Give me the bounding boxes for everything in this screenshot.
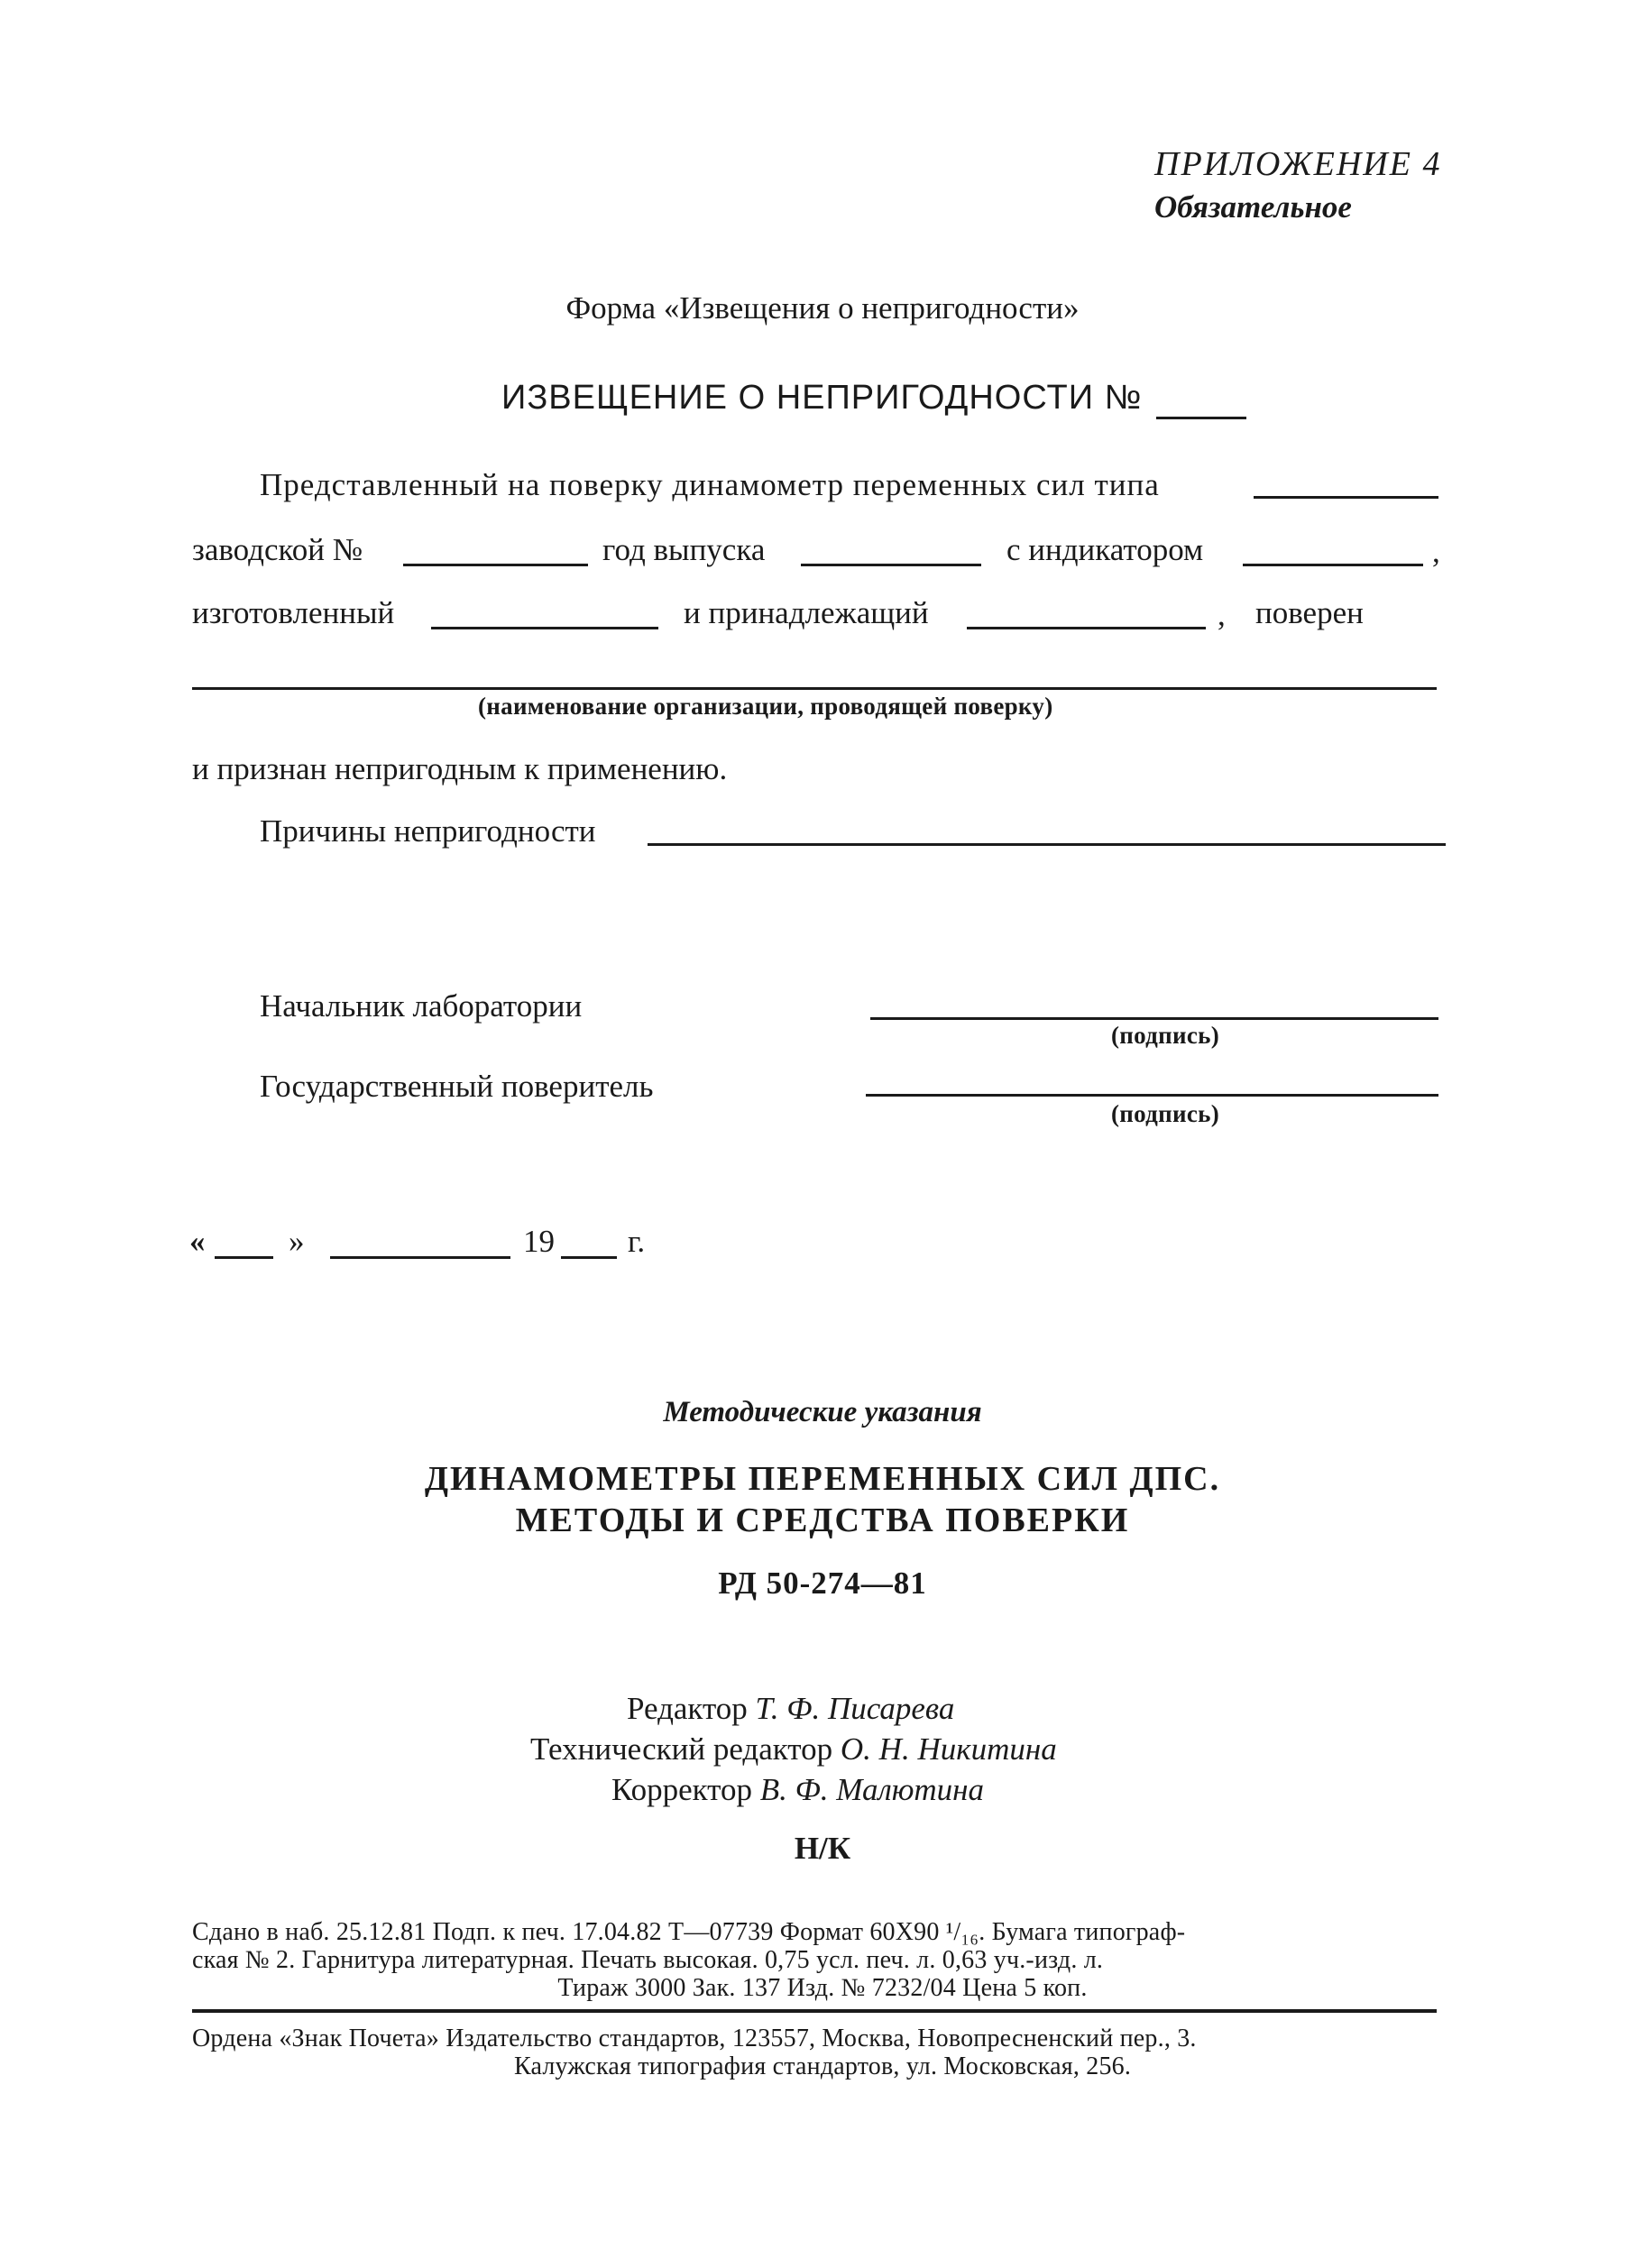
imprint-line1: Сдано в наб. 25.12.81 Подп. к печ. 17.04.82 Т—07739 Формат 60Х90 ¹/₁₆. Бумага типограф- xyxy=(192,1918,1186,1946)
indicator-label: с индикатором xyxy=(1006,532,1204,567)
lab-head-signature-blank[interactable] xyxy=(870,1017,1438,1020)
editor-label: Редактор xyxy=(627,1691,748,1726)
made-label: изготовленный xyxy=(192,595,395,630)
year-blank[interactable] xyxy=(801,564,981,566)
tech-editor-name: О. Н. Никитина xyxy=(840,1731,1057,1767)
notice-title: ИЗВЕЩЕНИЕ О НЕПРИГОДНОСТИ № xyxy=(501,379,1143,417)
imprint-divider xyxy=(192,2009,1437,2013)
date-year-blank[interactable] xyxy=(561,1256,617,1259)
corrector-label: Корректор xyxy=(611,1772,753,1807)
appendix-title: ПРИЛОЖЕНИЕ 4 xyxy=(1154,145,1442,183)
line2-comma: , xyxy=(1432,534,1440,569)
signature-caption-2: (подпись) xyxy=(1111,1100,1219,1127)
state-verifier-label: Государственный поверитель xyxy=(260,1069,654,1104)
appendix-subtitle: Обязательное xyxy=(1154,189,1352,225)
date-month-blank[interactable] xyxy=(330,1256,510,1259)
unfit-statement: и признан непригодным к применению. xyxy=(192,751,728,786)
imprint-line2: ская № 2. Гарнитура литературная. Печать высокая. 0,75 усл. печ. л. 0,63 уч.-изд. л. xyxy=(192,1946,1104,1974)
date-year-prefix: 19 xyxy=(523,1224,555,1259)
reasons-label: Причины непригодности xyxy=(260,813,596,849)
verified-label: поверен xyxy=(1255,595,1364,630)
imprint-line3: Тираж 3000 Зак. 137 Изд. № 7232/04 Цена 5 коп. xyxy=(557,1974,1088,2002)
factory-number-blank[interactable] xyxy=(403,564,588,566)
made-blank[interactable] xyxy=(431,627,658,629)
date-close-quote: » xyxy=(289,1224,305,1259)
indicator-blank[interactable] xyxy=(1243,564,1423,566)
type-blank[interactable] xyxy=(1254,496,1438,499)
body-line1: Представленный на поверку динамометр переменных сил типа xyxy=(260,467,1160,502)
organization-caption: (наименование организации, проводящей поверку) xyxy=(478,693,1053,720)
corrector-row xyxy=(611,1772,984,1808)
document-code: РД 50-274—81 xyxy=(718,1566,927,1601)
date-open-quote: « xyxy=(189,1224,206,1259)
editor-name: Т. Ф. Писарева xyxy=(755,1691,955,1726)
factory-number-label: заводской № xyxy=(192,532,363,567)
reasons-blank[interactable] xyxy=(648,843,1446,846)
form-caption: Форма «Извещения о непригодности» xyxy=(565,290,1080,326)
publisher-line1: Ордена «Знак Почета» Издательство стандартов, 123557, Москва, Новопресненский пер., 3. xyxy=(192,2025,1197,2052)
tech-editor-label: Технический редактор xyxy=(530,1731,833,1767)
state-verifier-signature-blank[interactable] xyxy=(866,1094,1438,1097)
corrector-name: В. Ф. Малютина xyxy=(759,1772,985,1807)
lab-head-label: Начальник лаборатории xyxy=(260,988,583,1024)
organization-blank[interactable] xyxy=(192,687,1437,690)
notice-number-blank[interactable] xyxy=(1156,417,1246,419)
document-kind: Методические указания xyxy=(663,1396,982,1428)
document-title-line2: МЕТОДЫ И СРЕДСТВА ПОВЕРКИ xyxy=(515,1501,1130,1539)
tech-editor-row xyxy=(530,1731,1057,1768)
document-title-line1: ДИНАМОМЕТРЫ ПЕРЕМЕННЫХ СИЛ ДПС. xyxy=(424,1460,1221,1498)
date-day-blank[interactable] xyxy=(215,1256,273,1259)
owned-label: и принадлежащий xyxy=(684,595,929,630)
year-label: год выпуска xyxy=(602,532,766,567)
signature-caption-1: (подпись) xyxy=(1111,1022,1219,1049)
mark-nk: Н/К xyxy=(794,1831,851,1866)
publisher-line2: Калужская типография стандартов, ул. Московская, 256. xyxy=(513,2052,1132,2080)
editor-row xyxy=(627,1691,954,1727)
owned-blank[interactable] xyxy=(967,627,1206,629)
line3-comma: , xyxy=(1218,597,1226,632)
date-year-suffix: г. xyxy=(628,1224,646,1259)
